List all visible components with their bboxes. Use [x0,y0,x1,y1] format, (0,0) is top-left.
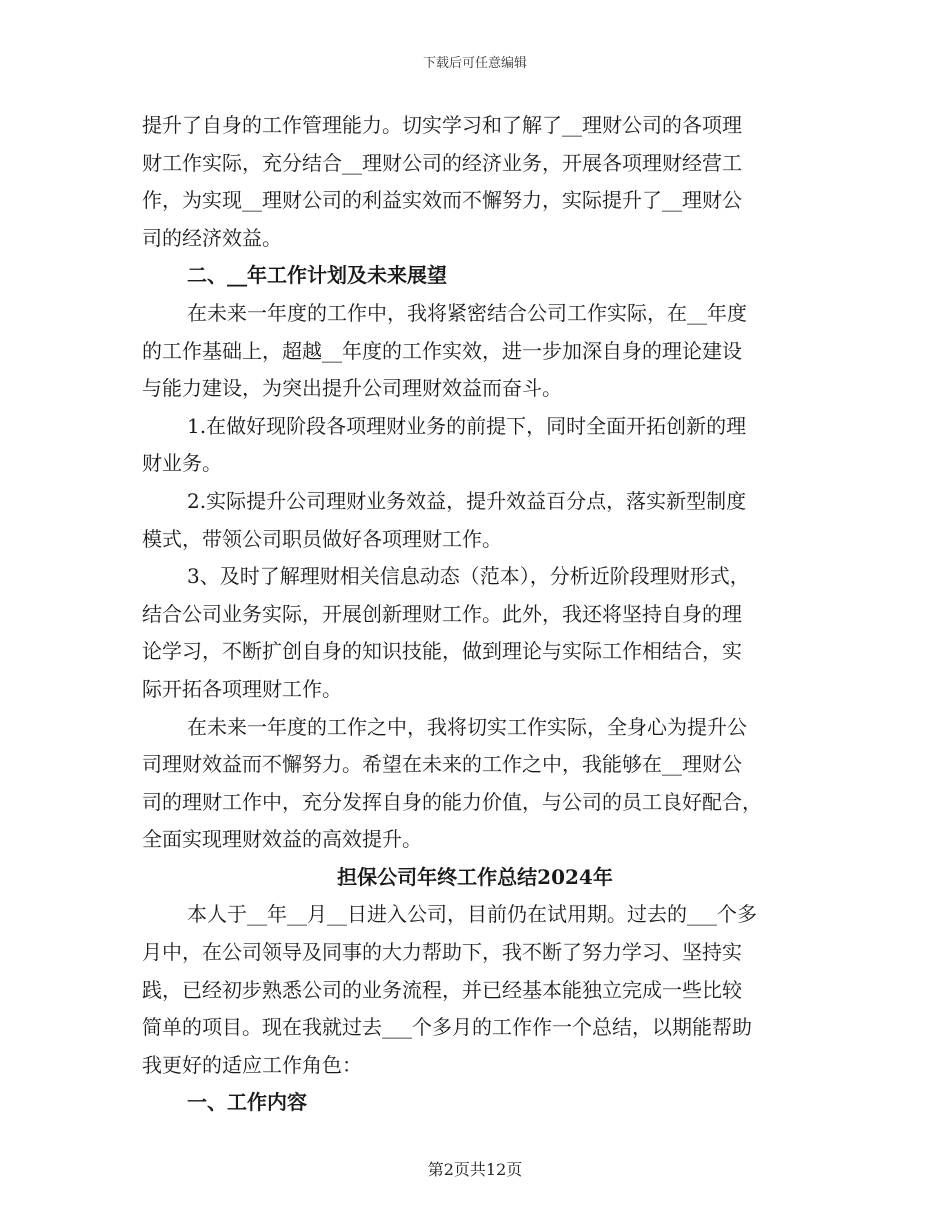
body-line: 简单的项目。现在我就过去___个多月的工作作一个总结，以期能帮助 [142,1015,752,1040]
body-line: 模式，带领公司职员做好各项理财工作。 [142,526,502,551]
body-line: 月中，在公司领导及同事的大力帮助下，我不断了努力学习、坚持实 [142,940,742,965]
document-body [142,107,808,1122]
body-line: 的工作基础上，超越__年度的工作实效，进一步加深自身的理论建设 [142,338,742,363]
body-line: 际开拓各项理财工作。 [142,676,342,701]
list-item-1: 1.在做好现阶段各项理财业务的前提下，同时全面开拓创新的理 [187,413,747,438]
list-item-2: 2.实际提升公司理财业务效益，提升效益百分点，落实新型制度 [187,488,747,513]
body-line: 财工作实际，充分结合__理财公司的经济业务，开展各项理财经营工 [142,150,742,175]
body-line: 结合公司业务实际，开展创新理财工作。此外，我还将坚持自身的理 [142,601,742,626]
body-line: 论学习，不断扩创自身的知识技能，做到理论与实际工作相结合，实 [142,639,742,664]
body-line: 我更好的适应工作角色： [142,1052,362,1077]
body-line: 与能力建设，为突出提升公司理财效益而奋斗。 [142,376,562,401]
body-line: 践，已经初步熟悉公司的业务流程，并已经基本能独立完成一些比较 [142,977,742,1002]
body-line: 在未来一年度的工作之中，我将切实工作实际，全身心为提升公 [187,714,747,739]
section-heading-plan: 二、__年工作计划及未来展望 [187,263,447,288]
body-line: 司理财效益而不懈努力。希望在未来的工作之中，我能够在__理财公 [142,752,742,777]
body-line: 司的理财工作中，充分发挥自身的能力价值，与公司的员工良好配合， [142,789,762,814]
body-line: 司的经济效益。 [142,225,282,250]
body-line: 作，为实现__理财公司的利益实效而不懈努力，实际提升了__理财公 [142,188,742,213]
page-header: 下载后可任意编辑 [422,56,527,71]
body-line: 财业务。 [142,451,222,476]
list-item-3: 3、及时了解理财相关信息动态（范本），分析近阶段理财形式， [187,564,750,589]
body-line: 本人于__年__月__日进入公司，目前仍在试用期。过去的___个多 [187,902,757,927]
body-line: 提升了自身的工作管理能力。切实学习和了解了__理财公司的各项理 [142,113,742,137]
section-heading-work-content: 一、工作内容 [187,1090,307,1115]
page-footer: 第2页共12页 [427,1160,523,1179]
body-line: 在未来一年度的工作中，我将紧密结合公司工作实际，在__年度 [187,300,747,325]
document-title: 担保公司年终工作总结2024年 [337,864,613,889]
body-line: 全面实现理财效益的高效提升。 [142,827,422,852]
